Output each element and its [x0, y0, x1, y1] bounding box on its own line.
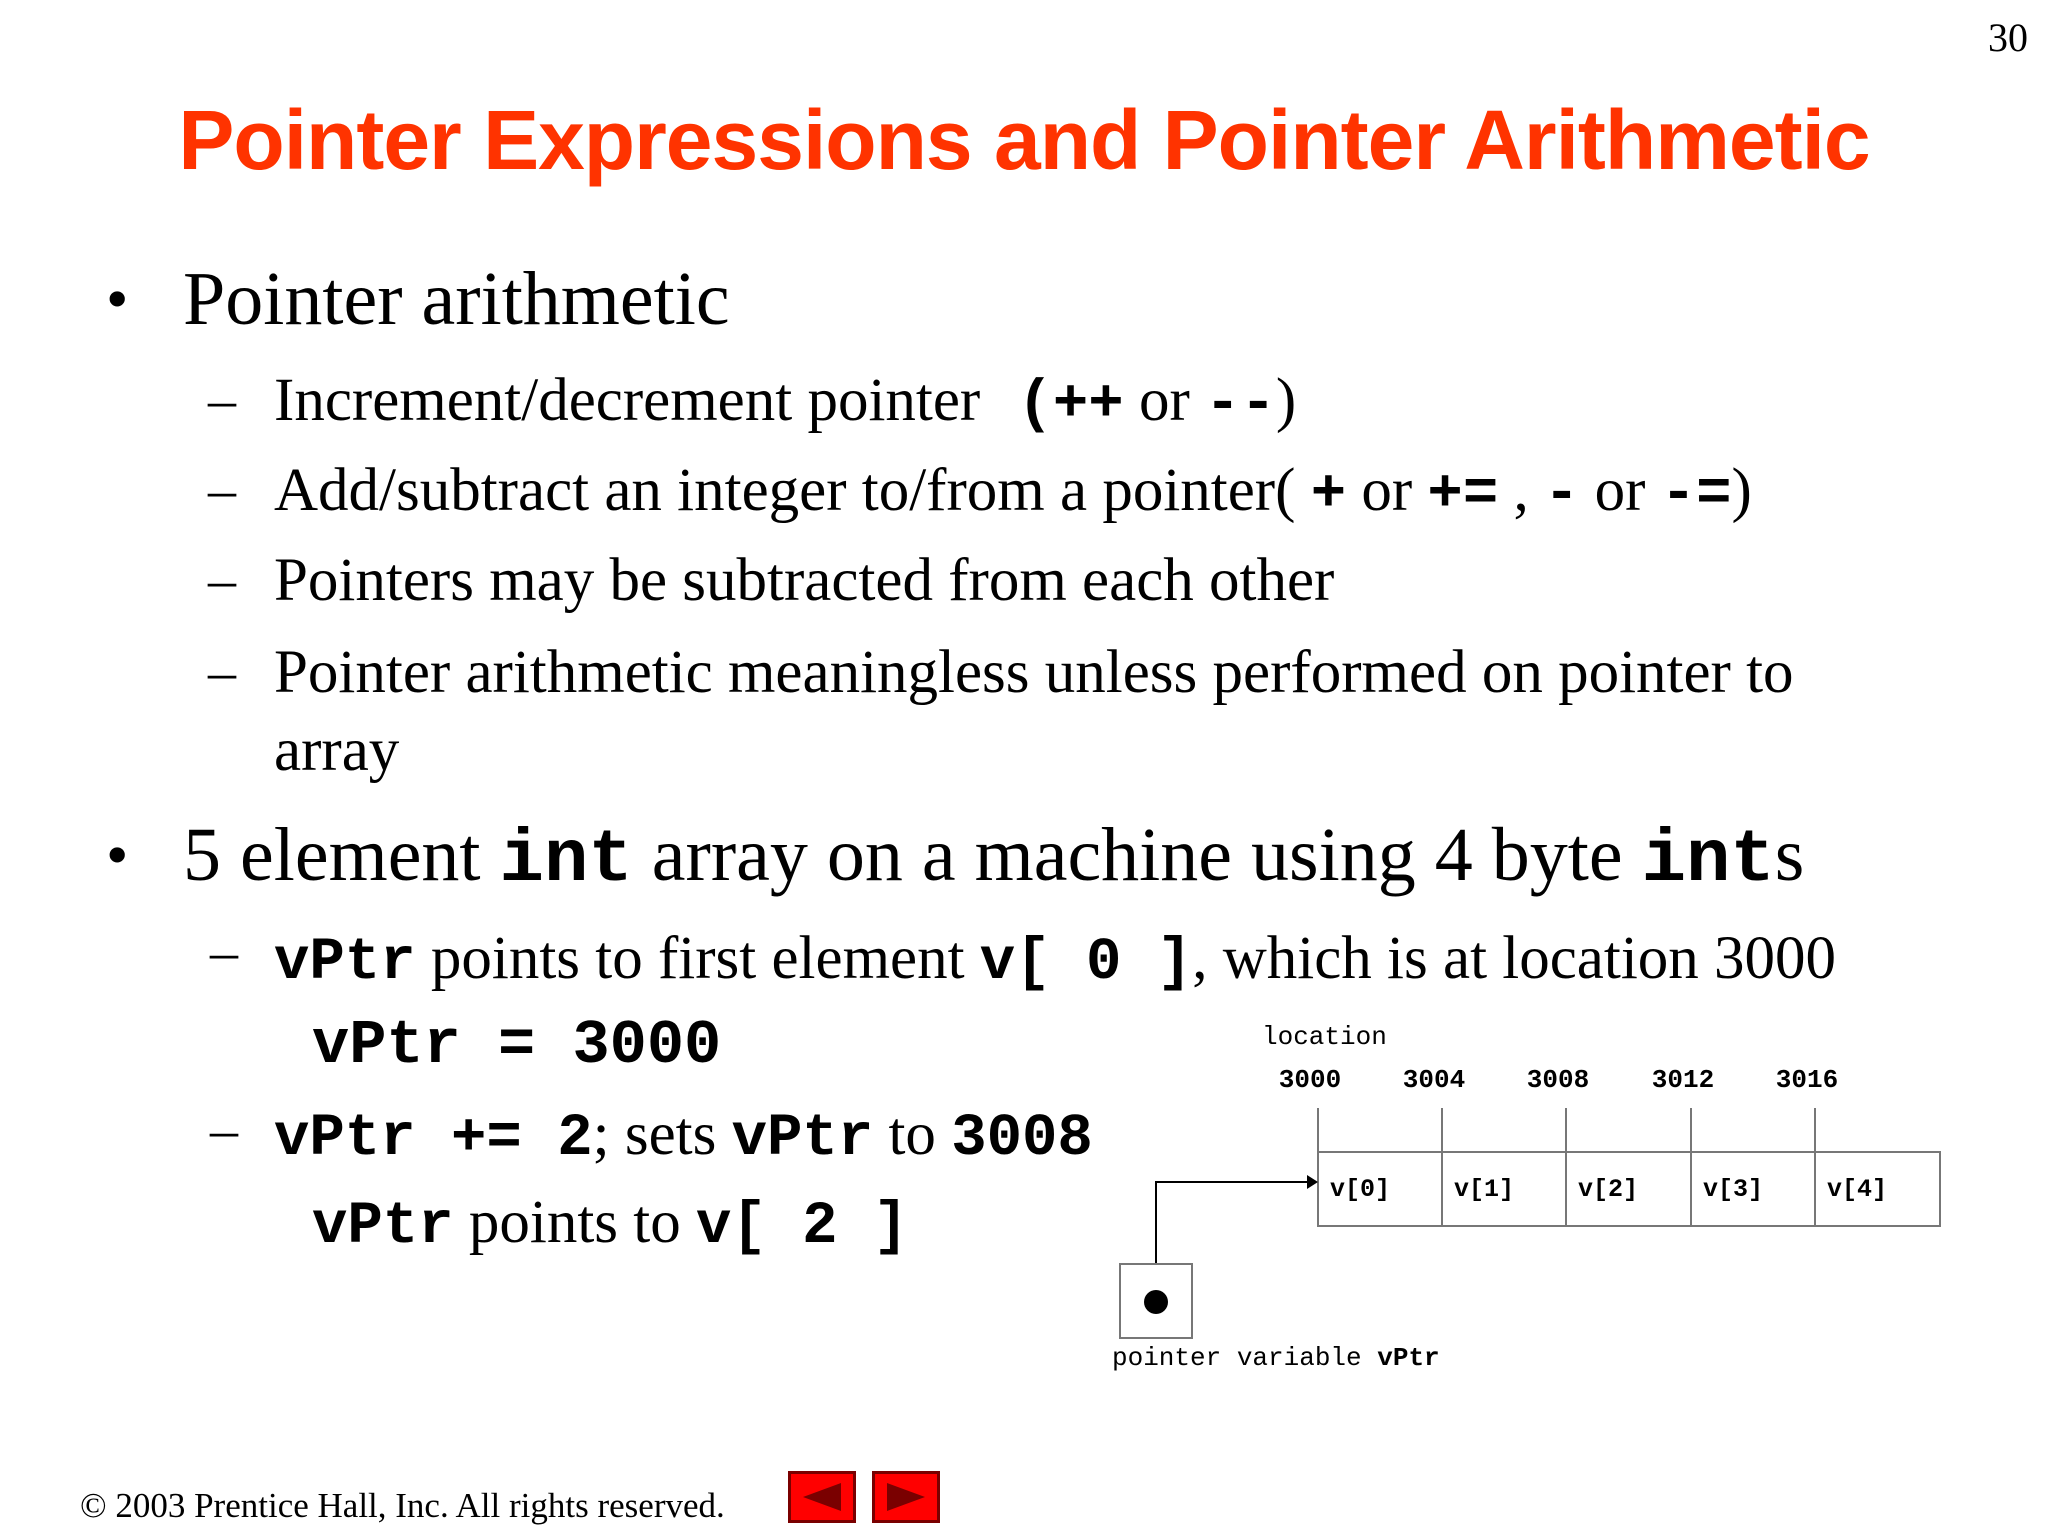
sub-text: to — [873, 1101, 952, 1168]
address-label: 3004 — [1402, 1065, 1466, 1095]
sub-text: Increment/decrement pointer — [274, 367, 996, 434]
memory-diagram — [1100, 1010, 2000, 1400]
dash-marker: – — [210, 1099, 238, 1161]
sub-meaningless-line2: array — [274, 717, 400, 784]
code-plus-equals: += — [1427, 461, 1499, 528]
sub-text: Add/subtract an integer to/from a pointer( — [274, 457, 1311, 524]
bullet-dot: • — [106, 263, 129, 334]
array-cells — [1318, 1152, 1940, 1226]
code-vptr-plus-equals-2: vPtr += 2 — [274, 1105, 593, 1172]
right-arrow-icon — [883, 1481, 929, 1513]
sub-meaningless-line1: Pointer arithmetic meaningless unless performed on pointer to — [274, 639, 1794, 706]
code-int: int — [499, 819, 633, 903]
sub-text: , which is at location 3000 — [1192, 925, 1837, 992]
sub-text: points to first element — [415, 925, 980, 992]
code-minus-equals: -= — [1660, 461, 1732, 528]
bullet-text: 5 element — [183, 813, 500, 897]
cell-label: v[3] — [1703, 1175, 1764, 1204]
or-text: or — [1346, 457, 1428, 524]
address-labels — [1279, 1065, 1838, 1095]
sub-pointers-subtracted: Pointers may be subtracted from each other — [274, 547, 1335, 614]
code-vptr: vPtr — [274, 929, 416, 996]
code-minusminus: -- — [1205, 371, 1276, 438]
or-text: or — [1123, 367, 1206, 434]
dash-marker: – — [208, 369, 236, 431]
code-vptr-equals-3000: vPtr = 3000 — [312, 1010, 722, 1081]
arrow-head — [1307, 1175, 1318, 1189]
sub-increment-decrement — [274, 366, 1296, 438]
code-vptr: vPtr — [731, 1105, 874, 1172]
code-minus: - — [1543, 461, 1580, 528]
cell-label: v[0] — [1330, 1175, 1391, 1204]
bullet-dot: • — [106, 819, 129, 890]
bullet-text: s — [1774, 813, 1805, 897]
code-vptr: vPtr — [312, 1193, 454, 1260]
sub-add-subtract — [274, 456, 1752, 528]
pointer-name: vPtr — [1377, 1343, 1440, 1373]
sub-vptr-points-v2 — [312, 1188, 908, 1260]
address-label: 3008 — [1526, 1065, 1590, 1095]
code-int: int — [1641, 819, 1775, 903]
address-tick-lines — [1318, 1108, 1815, 1152]
sub-vptr-plus-equals — [274, 1100, 1093, 1172]
code-3008: 3008 — [951, 1105, 1093, 1172]
left-arrow-icon — [799, 1481, 845, 1513]
address-label: 3016 — [1775, 1065, 1839, 1095]
sub-text: ; sets — [592, 1101, 732, 1168]
code-plus: + — [1310, 461, 1347, 528]
cell-label: v[2] — [1578, 1175, 1639, 1204]
pointer-variable-label — [1112, 1343, 1440, 1373]
code-v0: v[ 0 ] — [979, 929, 1193, 996]
dash-marker: – — [210, 921, 238, 983]
bullet-pointer-arithmetic: Pointer arithmetic — [183, 257, 730, 341]
cell-label: v[1] — [1454, 1175, 1515, 1204]
previous-slide-button[interactable] — [788, 1471, 856, 1523]
comma-text: , — [1498, 457, 1544, 524]
copyright-notice: © 2003 Prentice Hall, Inc. All rights reserved. — [80, 1486, 725, 1525]
bullet-five-element-array — [183, 812, 1804, 903]
cell-label: v[4] — [1827, 1175, 1888, 1204]
code-plusplus: (++ — [1017, 371, 1124, 438]
location-label: location — [1262, 1022, 1387, 1052]
code-v2: v[ 2 ] — [695, 1193, 909, 1260]
page-number: 30 — [1988, 15, 2028, 60]
dash-marker: – — [208, 549, 236, 611]
or-text: or — [1579, 457, 1661, 524]
pointer-dot — [1144, 1290, 1168, 1314]
bullet-text: array on a machine using 4 byte — [632, 813, 1642, 897]
slide-title: Pointer Expressions and Pointer Arithmetic — [178, 93, 1870, 187]
close-paren: ) — [1731, 457, 1752, 524]
dash-marker: – — [208, 641, 236, 703]
pointer-label-text: pointer variable — [1112, 1343, 1378, 1373]
sub-vptr-points-first — [274, 924, 1836, 996]
address-label: 3012 — [1651, 1065, 1715, 1095]
close-paren: ) — [1275, 367, 1297, 434]
next-slide-button[interactable] — [872, 1471, 940, 1523]
dash-marker: – — [208, 459, 236, 521]
sub-text: points to — [453, 1189, 696, 1256]
address-label: 3000 — [1278, 1065, 1342, 1095]
